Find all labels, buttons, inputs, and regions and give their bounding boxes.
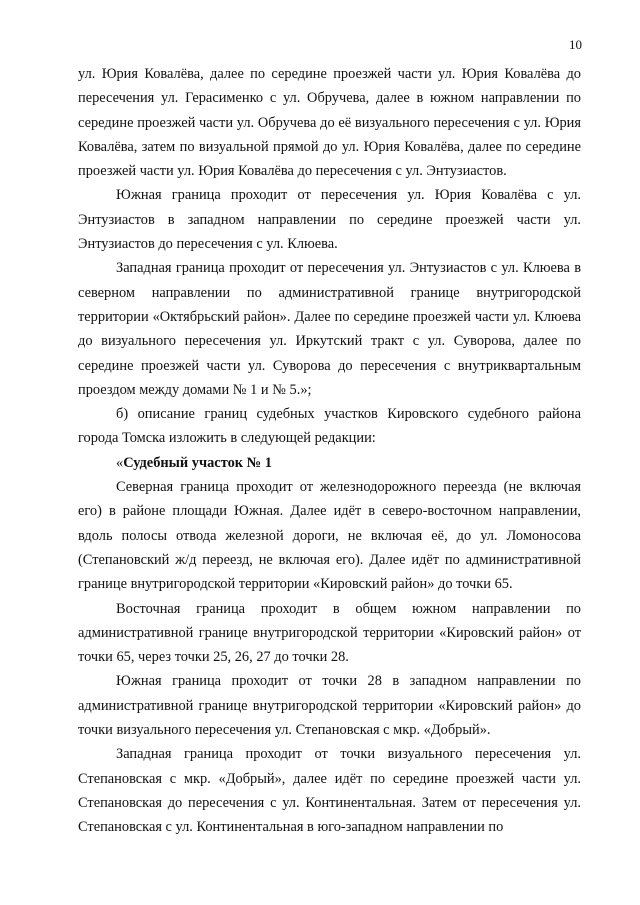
paragraph-west-boundary-2: Западная граница проходит от точки визуального пересечения ул. Степановская с мкр. «Добрый», далее идёт по середине проезжей части ул. Степановская до пересечения с ул. Континентальная. Затем от пересечения ул. Степановская с ул. Континентальная в юго-западном направлении по xyxy=(78,746,581,836)
paragraph-north-boundary: Северная граница проходит от железнодорожного переезда (не включая его) в районе площади Южная. Далее идёт в северо-восточном направлении, вдоль полосы отвода железной дороги, не включая её, до ул. Ломоносова (Степановский ж/д переезд, не включая его). Далее идёт по административной границе внутригородской территории «Кировский район» до точки 65. xyxy=(78,479,581,593)
heading-text: Судебный участок № 1 xyxy=(123,454,272,471)
paragraph-east-boundary: Восточная граница проходит в общем южном направлении по административной границе внутригородской территории «Кировский район» от точки 65, через точки 25, 26, 27 до точки 28. xyxy=(78,600,581,666)
section-heading xyxy=(78,451,581,475)
heading-quote: « xyxy=(116,454,124,471)
paragraph-west-boundary: Западная граница проходит от пересечения ул. Энтузиастов с ул. Клюева в северном направлении по административной границе внутригородской территории «Октябрьский район». Далее по середине проезжей части ул. Клюева до визуального пересечения ул. Иркутский тракт с ул. Суворова, далее по середине проезжей части ул. Суворова до пересечения с внутриквартальным проездом между домами № 1 и № 5.»; xyxy=(78,260,581,398)
paragraph-south-boundary: Южная граница проходит от пересечения ул. Юрия Ковалёва с ул. Энтузиастов в западном направлении по середине проезжей части ул. Энтузиастов до пересечения с ул. Клюева. xyxy=(78,187,581,253)
paragraph-continuation: ул. Юрия Ковалёва, далее по середине проезжей части ул. Юрия Ковалёва до пересечения ул. Герасименко с ул. Обручева, далее в южном направлении по середине проезжей части ул. Обручева до её визуального пересечения с ул. Юрия Ковалёва, затем по визуальной прямой до ул. Юрия Ковалёва, далее по середине проезжей части ул. Юрия Ковалёва до пересечения с ул. Энтузиастов. xyxy=(78,66,581,180)
paragraph-kirovsky-intro: б) описание границ судебных участков Кировского судебного района города Томска изложить в следующей редакции: xyxy=(78,406,581,447)
document-body xyxy=(78,62,581,840)
paragraph-south-boundary-2: Южная граница проходит от точки 28 в западном направлении по административной границе внутригородской территории «Кировский район» до точки визуального пересечения ул. Степановская с мкр. «Добрый». xyxy=(78,673,581,739)
page-number: 10 xyxy=(569,37,582,52)
